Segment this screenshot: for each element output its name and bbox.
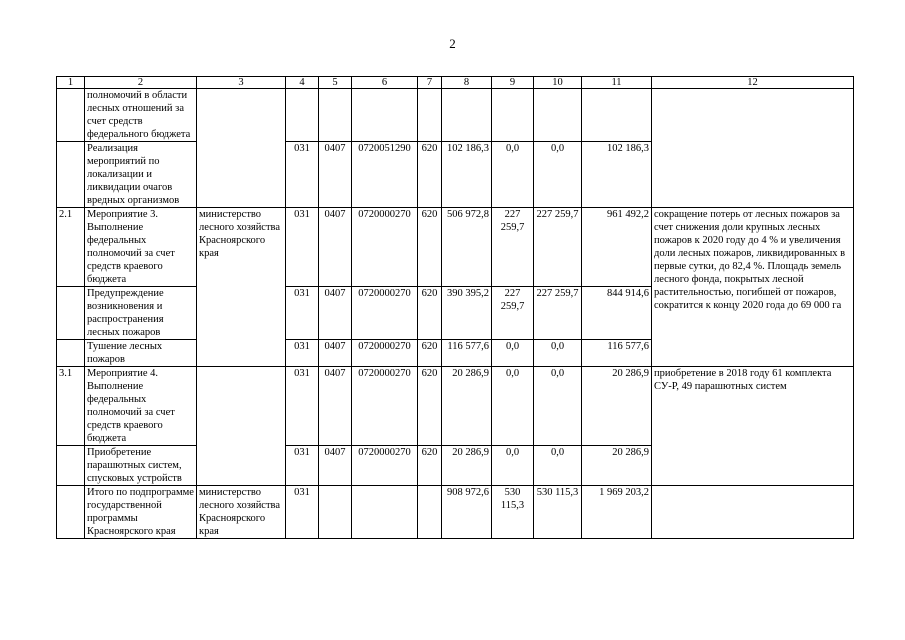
row-number — [57, 89, 85, 142]
row-name: Реализация мероприятий по локализации и ликвидации очагов вредных организмов — [85, 142, 197, 208]
cell-c7: 620 — [418, 367, 442, 446]
cell-c11: 961 492,2 — [582, 208, 652, 287]
cell-c5 — [319, 486, 352, 539]
cell-c9: 0,0 — [492, 367, 534, 446]
cell-c9: 0,0 — [492, 340, 534, 367]
row-executor — [197, 367, 286, 486]
cell-c8: 116 577,6 — [442, 340, 492, 367]
row-name: Тушение лесных пожаров — [85, 340, 197, 367]
row-executor — [197, 89, 286, 208]
cell-c10: 0,0 — [534, 367, 582, 446]
cell-c9: 530 115,3 — [492, 486, 534, 539]
cell-c6: 0720000270 — [352, 446, 418, 486]
cell-c11: 102 186,3 — [582, 142, 652, 208]
cell-c8: 390 395,2 — [442, 287, 492, 340]
cell-c5: 0407 — [319, 287, 352, 340]
row-number: 3.1 — [57, 367, 85, 446]
cell-c4: 031 — [286, 287, 319, 340]
cell-c5: 0407 — [319, 340, 352, 367]
cell-c5 — [319, 89, 352, 142]
header-cell: 8 — [442, 77, 492, 89]
header-cell: 12 — [652, 77, 854, 89]
cell-c6 — [352, 89, 418, 142]
cell-c7: 620 — [418, 287, 442, 340]
header-cell: 10 — [534, 77, 582, 89]
cell-c8: 20 286,9 — [442, 446, 492, 486]
cell-c11: 116 577,6 — [582, 340, 652, 367]
row-executor: министерство лесного хозяйства Красноярского края — [197, 208, 286, 367]
cell-c4: 031 — [286, 486, 319, 539]
cell-c11: 20 286,9 — [582, 367, 652, 446]
row-result: приобретение в 2018 году 61 комплекта СУ-Р, 49 парашютных систем — [652, 367, 854, 486]
cell-c11: 844 914,6 — [582, 287, 652, 340]
cell-c4: 031 — [286, 142, 319, 208]
cell-c6: 0720000270 — [352, 208, 418, 287]
cell-c6: 0720000270 — [352, 287, 418, 340]
cell-c7 — [418, 486, 442, 539]
table-row — [57, 208, 854, 287]
cell-c9: 0,0 — [492, 142, 534, 208]
row-number — [57, 287, 85, 340]
cell-c6: 0720000270 — [352, 367, 418, 446]
cell-c6 — [352, 486, 418, 539]
cell-c5: 0407 — [319, 142, 352, 208]
row-name: полномочий в области лесных отношений за счет средств федерального бюджета — [85, 89, 197, 142]
cell-c8: 20 286,9 — [442, 367, 492, 446]
cell-c5: 0407 — [319, 367, 352, 446]
cell-c7: 620 — [418, 142, 442, 208]
cell-c10: 227 259,7 — [534, 208, 582, 287]
header-cell: 1 — [57, 77, 85, 89]
cell-c10: 0,0 — [534, 142, 582, 208]
budget-table — [56, 76, 854, 539]
row-name: Мероприятие 4. Выполнение федеральных полномочий за счет средств краевого бюджета — [85, 367, 197, 446]
header-cell: 3 — [197, 77, 286, 89]
header-cell: 6 — [352, 77, 418, 89]
row-result — [652, 89, 854, 208]
cell-c9: 0,0 — [492, 446, 534, 486]
row-number — [57, 142, 85, 208]
cell-c5: 0407 — [319, 208, 352, 287]
cell-c7: 620 — [418, 446, 442, 486]
header-cell: 4 — [286, 77, 319, 89]
cell-c4: 031 — [286, 208, 319, 287]
header-row — [57, 77, 854, 89]
cell-c8: 506 972,8 — [442, 208, 492, 287]
cell-c10: 227 259,7 — [534, 287, 582, 340]
page-number: 2 — [449, 36, 456, 51]
cell-c10: 0,0 — [534, 446, 582, 486]
table-row — [57, 486, 854, 539]
cell-c5: 0407 — [319, 446, 352, 486]
row-name: Приобретение парашютных систем, спусковых устройств — [85, 446, 197, 486]
cell-c9: 227 259,7 — [492, 287, 534, 340]
cell-c11: 20 286,9 — [582, 446, 652, 486]
row-number — [57, 340, 85, 367]
header-cell: 11 — [582, 77, 652, 89]
cell-c10: 0,0 — [534, 340, 582, 367]
table-row — [57, 89, 854, 142]
cell-c9 — [492, 89, 534, 142]
row-result — [652, 486, 854, 539]
header-cell: 5 — [319, 77, 352, 89]
header-cell: 2 — [85, 77, 197, 89]
cell-c8 — [442, 89, 492, 142]
cell-c9: 227 259,7 — [492, 208, 534, 287]
cell-c4: 031 — [286, 446, 319, 486]
table-row — [57, 367, 854, 446]
row-number: 2.1 — [57, 208, 85, 287]
cell-c11 — [582, 89, 652, 142]
row-name: Мероприятие 3. Выполнение федеральных полномочий за счет средств краевого бюджета — [85, 208, 197, 287]
cell-c11: 1 969 203,2 — [582, 486, 652, 539]
cell-c7 — [418, 89, 442, 142]
cell-c10: 530 115,3 — [534, 486, 582, 539]
cell-c6: 0720051290 — [352, 142, 418, 208]
cell-c4: 031 — [286, 340, 319, 367]
row-name: Предупреждение возникновения и распространения лесных пожаров — [85, 287, 197, 340]
row-executor: министерство лесного хозяйства Красноярского края — [197, 486, 286, 539]
row-number — [57, 446, 85, 486]
cell-c7: 620 — [418, 340, 442, 367]
cell-c6: 0720000270 — [352, 340, 418, 367]
cell-c8: 908 972,6 — [442, 486, 492, 539]
header-cell: 9 — [492, 77, 534, 89]
cell-c4 — [286, 89, 319, 142]
row-number — [57, 486, 85, 539]
cell-c8: 102 186,3 — [442, 142, 492, 208]
cell-c10 — [534, 89, 582, 142]
row-result: сокращение потерь от лесных пожаров за счет снижения доли крупных лесных пожаров к 2020 году до 4 % и увеличения доли лесных пожаров, ликвидированных в первые сутки, до 82,4 %. Площадь земель лесного фонда, покрытых лесной растительностью, погибшей от пожаров, сократится к концу 2020 года до 69 000 га — [652, 208, 854, 367]
cell-c4: 031 — [286, 367, 319, 446]
row-name: Итого по подпрограмме государственной программы Красноярского края — [85, 486, 197, 539]
header-cell: 7 — [418, 77, 442, 89]
cell-c7: 620 — [418, 208, 442, 287]
